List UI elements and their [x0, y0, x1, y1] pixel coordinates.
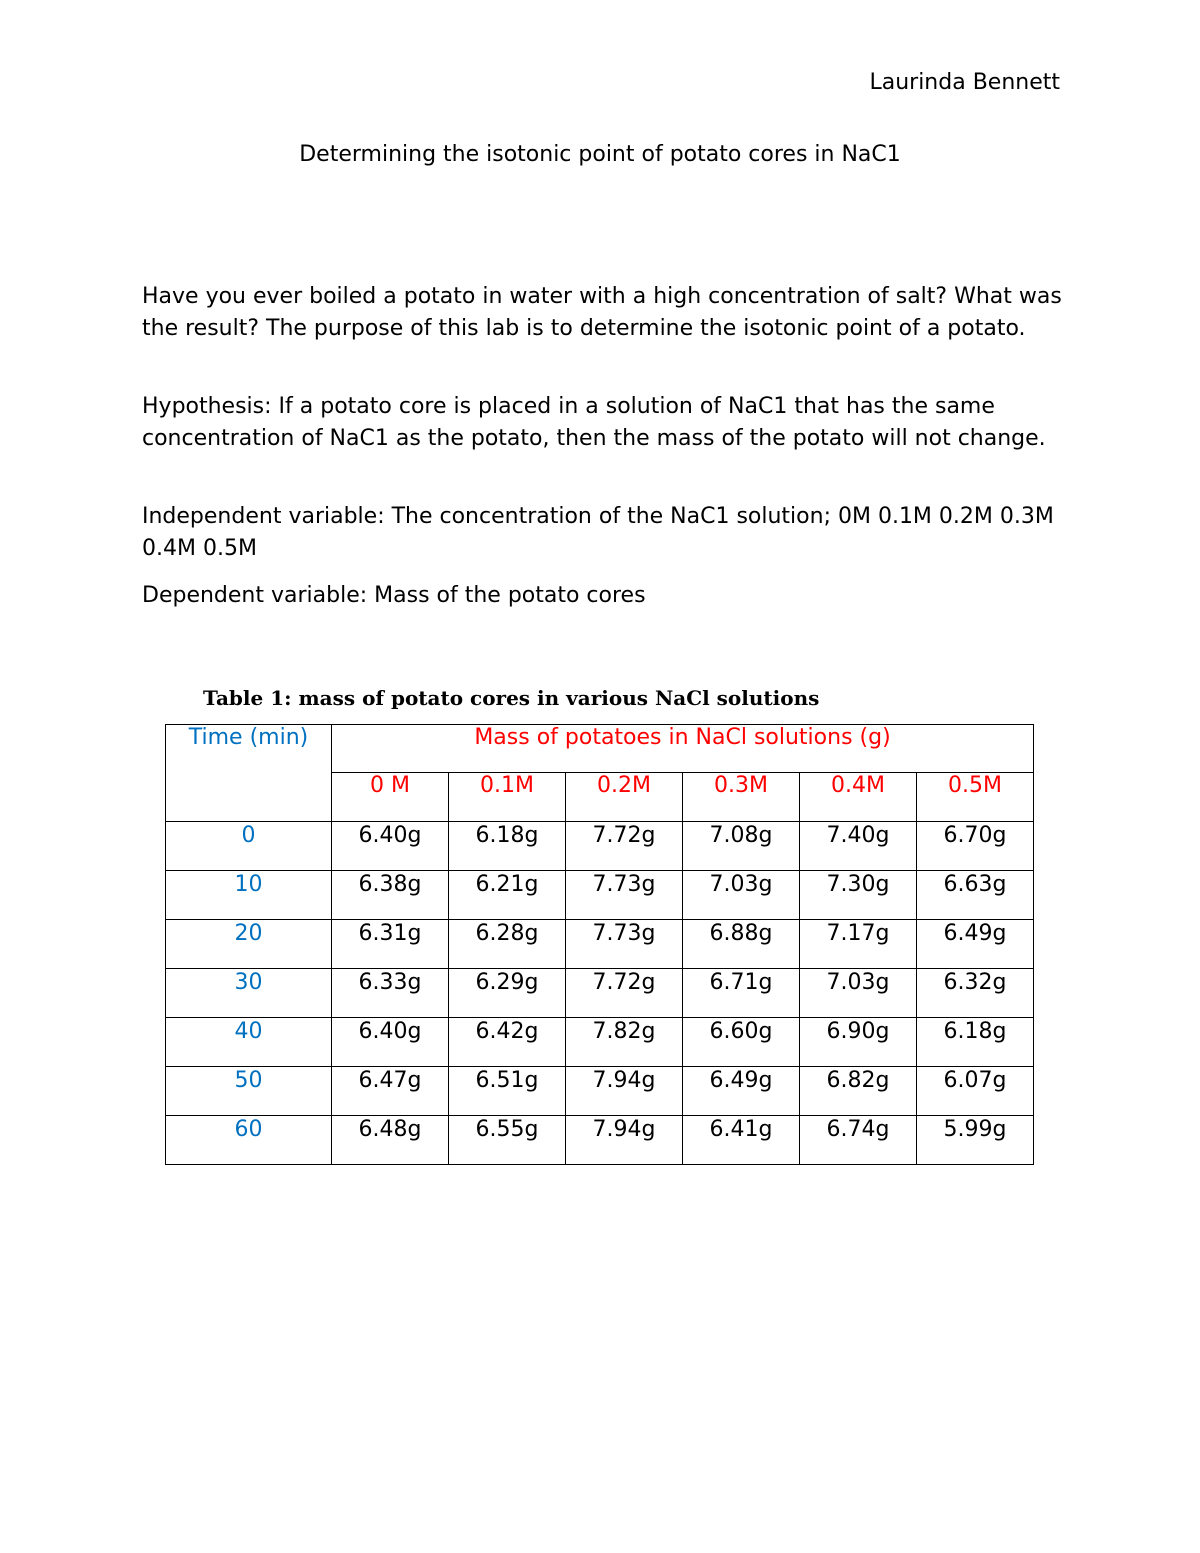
mass-cell: 6.70g — [917, 822, 1034, 871]
mass-cell: 7.72g — [566, 969, 683, 1018]
mass-group-header: Mass of potatoes in NaCl solutions (g) — [332, 725, 1034, 773]
time-cell: 10 — [166, 871, 332, 920]
mass-cell: 6.38g — [332, 871, 449, 920]
time-cell: 40 — [166, 1018, 332, 1067]
time-cell: 50 — [166, 1067, 332, 1116]
document-title: Determining the isotonic point of potato cores in NaC1 — [299, 142, 901, 167]
table-row — [166, 920, 1034, 969]
author-name: Laurinda Bennett — [869, 70, 1060, 95]
mass-cell: 6.33g — [332, 969, 449, 1018]
time-cell: 20 — [166, 920, 332, 969]
mass-cell: 7.82g — [566, 1018, 683, 1067]
intro-paragraph: Have you ever boiled a potato in water with a high concentration of salt? What was the result? The purpose of this lab is to determine the isotonic point of a potato. — [142, 284, 1062, 341]
mass-cell: 6.07g — [917, 1067, 1034, 1116]
mass-cell: 6.74g — [800, 1116, 917, 1165]
table-row — [166, 1018, 1034, 1067]
table-row — [166, 871, 1034, 920]
mass-cell: 6.88g — [683, 920, 800, 969]
mass-cell: 7.73g — [566, 920, 683, 969]
mass-cell: 6.42g — [449, 1018, 566, 1067]
concentration-header: 0.2M — [566, 773, 683, 822]
independent-variable-paragraph: Independent variable: The concentration of the NaC1 solution; 0M 0.1M 0.2M 0.3M 0.4M 0.5M — [142, 504, 1054, 561]
time-cell: 0 — [166, 822, 332, 871]
mass-cell: 6.51g — [449, 1067, 566, 1116]
mass-cell: 6.49g — [683, 1067, 800, 1116]
table-caption: Table 1: mass of potato cores in various NaCl solutions — [203, 686, 820, 710]
mass-cell: 7.94g — [566, 1116, 683, 1165]
table-header-row — [166, 725, 1034, 773]
mass-cell: 7.03g — [683, 871, 800, 920]
mass-cell: 7.03g — [800, 969, 917, 1018]
concentration-header: 0.1M — [449, 773, 566, 822]
mass-cell: 6.40g — [332, 1018, 449, 1067]
mass-cell: 7.40g — [800, 822, 917, 871]
mass-cell: 6.55g — [449, 1116, 566, 1165]
mass-cell: 7.17g — [800, 920, 917, 969]
mass-cell: 6.63g — [917, 871, 1034, 920]
mass-cell: 6.28g — [449, 920, 566, 969]
mass-cell: 6.71g — [683, 969, 800, 1018]
mass-cell: 6.82g — [800, 1067, 917, 1116]
time-cell: 30 — [166, 969, 332, 1018]
concentration-header: 0.5M — [917, 773, 1034, 822]
mass-cell: 7.08g — [683, 822, 800, 871]
time-cell: 60 — [166, 1116, 332, 1165]
concentration-header: 0.4M — [800, 773, 917, 822]
mass-cell: 6.60g — [683, 1018, 800, 1067]
mass-cell: 7.94g — [566, 1067, 683, 1116]
table-row — [166, 1067, 1034, 1116]
mass-cell: 6.48g — [332, 1116, 449, 1165]
concentration-header: 0 M — [332, 773, 449, 822]
dependent-variable-paragraph: Dependent variable: Mass of the potato cores — [142, 583, 646, 608]
mass-cell: 6.40g — [332, 822, 449, 871]
mass-cell: 6.90g — [800, 1018, 917, 1067]
mass-cell: 6.21g — [449, 871, 566, 920]
mass-cell: 6.31g — [332, 920, 449, 969]
mass-cell: 6.18g — [917, 1018, 1034, 1067]
mass-cell: 6.49g — [917, 920, 1034, 969]
table-row — [166, 969, 1034, 1018]
mass-cell: 5.99g — [917, 1116, 1034, 1165]
mass-cell: 7.72g — [566, 822, 683, 871]
mass-cell: 6.47g — [332, 1067, 449, 1116]
mass-cell: 7.73g — [566, 871, 683, 920]
time-column-header: Time (min) — [166, 725, 332, 822]
mass-cell: 7.30g — [800, 871, 917, 920]
table-row — [166, 822, 1034, 871]
hypothesis-paragraph: Hypothesis: If a potato core is placed in a solution of NaC1 that has the same concentration of NaC1 as the potato, then the mass of the potato will not change. — [142, 394, 1046, 451]
mass-cell: 6.41g — [683, 1116, 800, 1165]
mass-cell: 6.29g — [449, 969, 566, 1018]
mass-cell: 6.32g — [917, 969, 1034, 1018]
mass-data-table — [165, 724, 1034, 1165]
table-row — [166, 1116, 1034, 1165]
concentration-header: 0.3M — [683, 773, 800, 822]
mass-cell: 6.18g — [449, 822, 566, 871]
